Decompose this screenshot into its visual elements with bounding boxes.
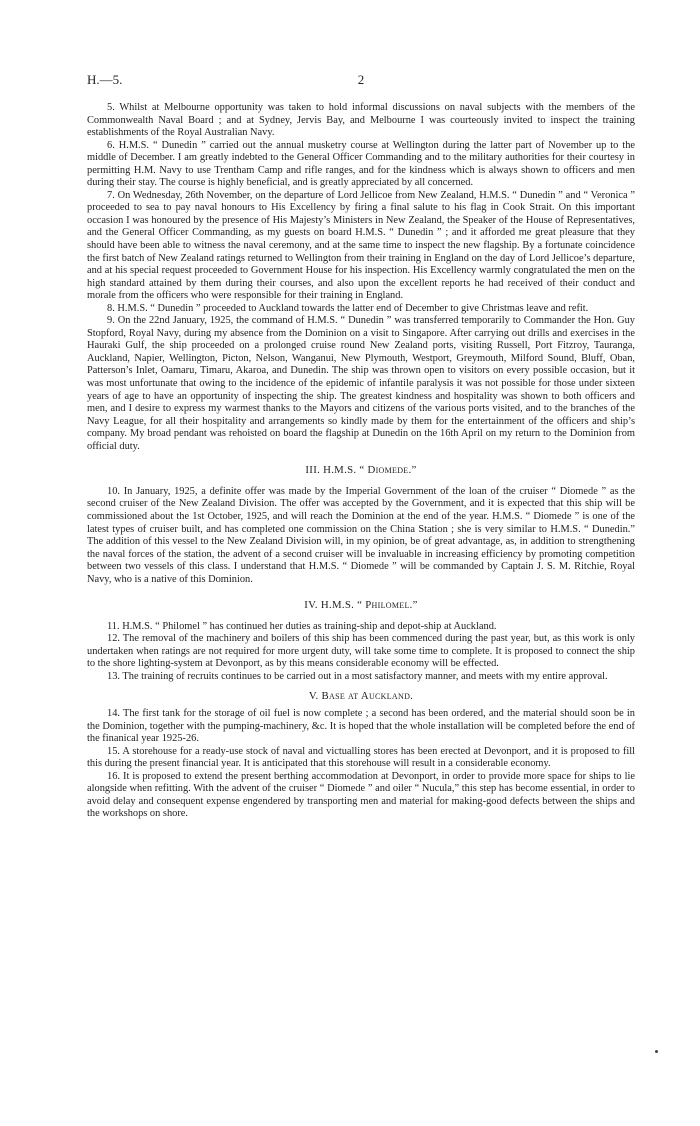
paragraph-13: 13. The training of recruits continues to be carried out in a most satisfactory manner, and meets with my entire approval. xyxy=(107,670,608,682)
section-heading-prefix: III. H.M.S. “ xyxy=(305,464,368,477)
section-heading-base xyxy=(87,690,635,703)
body-section-intro xyxy=(87,102,635,453)
paragraph-12: 12. The removal of the machinery and boilers of this ship has been commenced during the past year, but, as this work is only undertaken when ratings are not required for more urgent duty, will take some time to complete. It is proposed to connect the ship to the shore lighting-system at Devonport, as by this means considerable economy will be effected. xyxy=(87,633,635,670)
paragraph-9: 9. On the 22nd January, 1925, the command of H.M.S. “ Dunedin ” was transferred temporarily to Commander the Hon. Guy Stopford, Royal Navy, during my absence from the Dominion on a visit to Singapore. After carrying out drills and exercises in the Hauraki Gulf, the ship proceeded on a prolonged cruise round New Zealand ports, visiting Russell, Port Fitzroy, Tauranga, Auckland, Napier, Wellington, Picton, Nelson, Wanganui, New Plymouth, Westport, Greymouth, Milford Sound, Bluff, Oban, Patterson’s Inlet, Oamaru, Timaru, Akaroa, and Dunedin. The ship was thrown open to visitors on every possible occasion, but it was most unfortunate that owing to the incidence of the epidemic of infantile paralysis it was not possible for those under sixteen years of age to have an opportunity of inspecting the ship. The greatest kindness and hospitality was shown to both officers and men, and I desire to express my warmest thanks to the Mayors and citizens of the various ports visited, and to the branches of the Navy League, for all their hospitality and arrangements so kindly made by them for the entertainment of the officers and ship’s company. My broad pendant was rehoisted on board the flagship at Dunedin on the 16th April on my return to the Dominion from official duty. xyxy=(87,315,635,452)
section-heading-suffix: . xyxy=(410,689,414,702)
section-heading-name: Base at Auckland xyxy=(321,689,411,702)
page-header xyxy=(87,72,635,92)
paragraph-6: 6. H.M.S. “ Dunedin ” carried out the annual musketry course at Wellington during the latter part of November up to the middle of December. I am greatly indebted to the General Officer Commanding and to the military authorities for their courtesy in permitting H.M. Navy to use Trentham Camp and rifle ranges, and for the kindness which is always shown to officers and men during their stay. The course is highly beneficial, and is greatly appreciated by all concerned. xyxy=(87,139,635,189)
section-heading-philomel xyxy=(87,599,635,612)
section-heading-name: Diomede xyxy=(367,464,409,477)
paragraph-16: 16. It is proposed to extend the present berthing accommodation at Devonport, in order to provide more space for ships to lie alongside when refitting. With the advent of the cruiser “ Diomede ” and oiler “ Nucula,” this step has become essential, in order to avoid delay and consequent expense engendered by transporting men and material for making-good defects between the ships and the workshops on shore. xyxy=(87,770,635,820)
paragraph-14: 14. The first tank for the storage of oil fuel is now complete ; a second has been ordered, and the material should soon be in the Dominion, together with the pumping-machinery, &c. It is hoped that the whole installation will be completed before the end of the finanical year 1925-26. xyxy=(87,708,635,745)
paragraph-15: 15. A storehouse for a ready-use stock of naval and victualling stores has been erected at Devonport, and it is proposed to fill this during the present financial year. It is anticipated that this storehouse will result in a considerable economy. xyxy=(87,745,635,770)
page-number: 2 xyxy=(357,72,365,87)
document-page xyxy=(87,72,635,821)
paragraph-7: 7. On Wednesday, 26th November, on the departure of Lord Jellicoe from New Zealand, H.M.S. “ Dunedin ” and “ Veronica ” proceeded to sea to pay naval honours to His Excellency by firing a final salute to his flag in Cook Strait. On this important occasion I was honoured by the presence of His Majesty’s Ministers in New Zealand, the Speaker of the House of Representatives, and the General Officer Commanding, as my guests on board H.M.S. “ Dunedin ” ; and it afforded me great pleasure that they should have been able to witness the naval ceremony, and at the same time to inspect the new flagship. By a fortunate coincidence the first batch of New Zealand ratings returned to Wellington from their training in England on the day of Lord Jellicoe’s departure, and at his special request proceeded to Government House for his inspection. His Excellency warmly congratulated the men on the high standard attained by them during their courses, and also upon the excellent reports he had received of their conduct and morale from the officers who were responsible for their training in England. xyxy=(87,189,635,302)
paragraph-10: 10. In January, 1925, a definite offer was made by the Imperial Government of the loan of the cruiser “ Diomede ” as the second cruiser of the New Zealand Division. The offer was accepted by the Government, and it is expected that this ship will be commissioned about the 1st October, 1925, and will reach the Dominion at the end of the year. H.M.S. “ Diomede ” is one of the latest types of cruiser built, and has completed one commission on the China Station ; she is very similar to H.M.S. “ Dunedin.” The addition of this vessel to the New Zealand Division will, in my opinion, be of great advantage, as, in addition to strengthening the naval forces of the station, the advent of a second cruiser will be invaluable in increasing efficiency by promoting competition between two vessels of this class. I understand that H.M.S. “ Diomede ” will be commanded by Captain J. S. M. Ritchie, Royal Navy, who is a native of this Dominion. xyxy=(87,485,635,585)
scan-speck xyxy=(655,1050,658,1053)
document-reference: H.—5. xyxy=(87,72,123,87)
paragraph-8: 8. H.M.S. “ Dunedin ” proceeded to Auckland towards the latter end of December to give Christmas leave and refit. xyxy=(107,302,589,314)
paragraph-5: 5. Whilst at Melbourne opportunity was taken to hold informal discussions on naval subjects with the members of the Commonwealth Naval Board ; and at Sydney, Jervis Bay, and Melbourne I was courteously invited to inspect the training establishments of the Royal Australian Navy. xyxy=(87,102,635,139)
section-heading-diomede xyxy=(87,464,635,477)
section-heading-name: Philomel xyxy=(365,599,410,612)
section-heading-prefix: V. xyxy=(308,689,322,702)
paragraph-11: 11. H.M.S. “ Philomel ” has continued her duties as training-ship and depot-ship at Auckland. xyxy=(107,620,497,632)
section-heading-suffix: .” xyxy=(409,599,418,612)
section-heading-suffix: .” xyxy=(408,464,417,477)
section-heading-prefix: IV. H.M.S. “ xyxy=(304,599,366,612)
